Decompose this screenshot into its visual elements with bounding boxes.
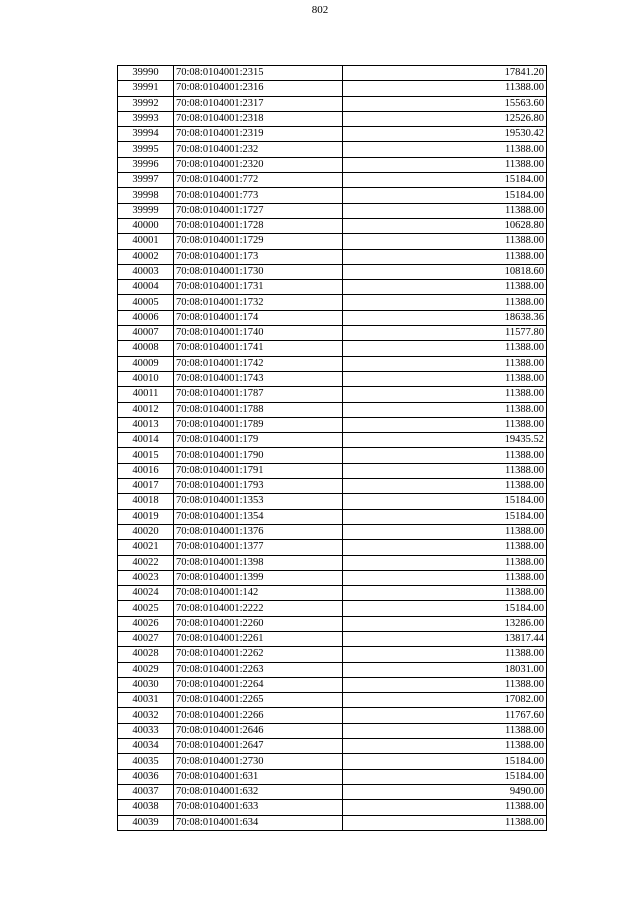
table-row (118, 111, 547, 126)
row-number-cell: 40028 (118, 647, 174, 662)
cadastral-value-cell: 11388.00 (343, 157, 547, 172)
row-number-cell: 39995 (118, 142, 174, 157)
table-row (118, 586, 547, 601)
table-row (118, 693, 547, 708)
row-number-cell: 40000 (118, 218, 174, 233)
cadastral-number-cell: 70:08:0104001:1398 (174, 555, 343, 570)
row-number-cell: 40022 (118, 555, 174, 570)
cadastral-value-cell: 15184.00 (343, 601, 547, 616)
cadastral-value-cell: 18031.00 (343, 662, 547, 677)
cadastral-value-cell: 11388.00 (343, 739, 547, 754)
row-number-cell: 40026 (118, 616, 174, 631)
cadastral-value-cell: 15184.00 (343, 509, 547, 524)
cadastral-number-cell: 70:08:0104001:2320 (174, 157, 343, 172)
row-number-cell: 39990 (118, 66, 174, 81)
table-row (118, 800, 547, 815)
table-row (118, 494, 547, 509)
cadastral-number-cell: 70:08:0104001:1740 (174, 326, 343, 341)
table-row (118, 249, 547, 264)
cadastral-number-cell: 70:08:0104001:1732 (174, 295, 343, 310)
cadastral-number-cell: 70:08:0104001:1743 (174, 371, 343, 386)
row-number-cell: 40024 (118, 586, 174, 601)
row-number-cell: 40033 (118, 723, 174, 738)
cadastral-value-cell: 11388.00 (343, 448, 547, 463)
table-row (118, 417, 547, 432)
cadastral-number-cell: 70:08:0104001:2319 (174, 127, 343, 142)
table-row (118, 784, 547, 799)
row-number-cell: 40021 (118, 540, 174, 555)
cadastral-value-cell: 15184.00 (343, 754, 547, 769)
cadastral-number-cell: 70:08:0104001:1377 (174, 540, 343, 555)
cadastral-value-cell: 10628.80 (343, 218, 547, 233)
cadastral-value-cell: 11388.00 (343, 540, 547, 555)
cadastral-number-cell: 70:08:0104001:632 (174, 784, 343, 799)
table-row (118, 96, 547, 111)
table-row (118, 647, 547, 662)
cadastral-number-cell: 70:08:0104001:179 (174, 433, 343, 448)
cadastral-number-cell: 70:08:0104001:1729 (174, 234, 343, 249)
cadastral-value-cell: 11388.00 (343, 341, 547, 356)
row-number-cell: 40027 (118, 631, 174, 646)
cadastral-number-cell: 70:08:0104001:173 (174, 249, 343, 264)
table-row (118, 188, 547, 203)
cadastral-number-cell: 70:08:0104001:634 (174, 815, 343, 830)
table-row (118, 234, 547, 249)
table-row (118, 769, 547, 784)
table-row (118, 402, 547, 417)
table-row (118, 142, 547, 157)
table-row (118, 815, 547, 830)
row-number-cell: 40011 (118, 387, 174, 402)
row-number-cell: 40006 (118, 310, 174, 325)
row-number-cell: 40014 (118, 433, 174, 448)
table-row (118, 739, 547, 754)
table-row (118, 631, 547, 646)
cadastral-number-cell: 70:08:0104001:1376 (174, 524, 343, 539)
cadastral-value-cell: 11388.00 (343, 295, 547, 310)
cadastral-number-cell: 70:08:0104001:2646 (174, 723, 343, 738)
table-row (118, 677, 547, 692)
table-row (118, 540, 547, 555)
cadastral-number-cell: 70:08:0104001:772 (174, 173, 343, 188)
cadastral-value-cell: 11388.00 (343, 555, 547, 570)
cadastral-value-cell: 11388.00 (343, 371, 547, 386)
cadastral-number-cell: 70:08:0104001:2263 (174, 662, 343, 677)
cadastral-value-cell: 12526.80 (343, 111, 547, 126)
cadastral-number-cell: 70:08:0104001:232 (174, 142, 343, 157)
row-number-cell: 40037 (118, 784, 174, 799)
cadastral-value-cell: 11388.00 (343, 280, 547, 295)
row-number-cell: 40010 (118, 371, 174, 386)
cadastral-value-cell: 11388.00 (343, 800, 547, 815)
cadastral-value-cell: 11388.00 (343, 402, 547, 417)
row-number-cell: 40009 (118, 356, 174, 371)
table-row (118, 479, 547, 494)
cadastral-value-cell: 11388.00 (343, 142, 547, 157)
cadastral-value-cell: 15184.00 (343, 173, 547, 188)
cadastral-number-cell: 70:08:0104001:2260 (174, 616, 343, 631)
cadastral-number-cell: 70:08:0104001:1788 (174, 402, 343, 417)
cadastral-number-cell: 70:08:0104001:142 (174, 586, 343, 601)
cadastral-value-cell: 15184.00 (343, 188, 547, 203)
cadastral-value-cell: 11577.80 (343, 326, 547, 341)
row-number-cell: 40004 (118, 280, 174, 295)
table-row (118, 218, 547, 233)
row-number-cell: 40007 (118, 326, 174, 341)
row-number-cell: 40005 (118, 295, 174, 310)
row-number-cell: 40017 (118, 479, 174, 494)
table-row (118, 310, 547, 325)
table-row (118, 341, 547, 356)
cadastral-number-cell: 70:08:0104001:2266 (174, 708, 343, 723)
table-row (118, 754, 547, 769)
table-row (118, 723, 547, 738)
cadastral-number-cell: 70:08:0104001:1399 (174, 570, 343, 585)
cadastral-number-cell: 70:08:0104001:631 (174, 769, 343, 784)
cadastral-value-cell: 11388.00 (343, 586, 547, 601)
cadastral-value-cell: 11767.60 (343, 708, 547, 723)
cadastral-value-cell: 11388.00 (343, 815, 547, 830)
cadastral-number-cell: 70:08:0104001:2264 (174, 677, 343, 692)
cadastral-number-cell: 70:08:0104001:1790 (174, 448, 343, 463)
table-row (118, 127, 547, 142)
cadastral-number-cell: 70:08:0104001:1354 (174, 509, 343, 524)
table-row (118, 524, 547, 539)
cadastral-number-cell: 70:08:0104001:1789 (174, 417, 343, 432)
row-number-cell: 39994 (118, 127, 174, 142)
row-number-cell: 40008 (118, 341, 174, 356)
cadastral-number-cell: 70:08:0104001:2730 (174, 754, 343, 769)
row-number-cell: 40003 (118, 264, 174, 279)
row-number-cell: 40030 (118, 677, 174, 692)
cadastral-value-cell: 11388.00 (343, 417, 547, 432)
row-number-cell: 39998 (118, 188, 174, 203)
cadastral-value-cell: 13286.00 (343, 616, 547, 631)
table-row (118, 463, 547, 478)
cadastral-number-cell: 70:08:0104001:2317 (174, 96, 343, 111)
table-row (118, 387, 547, 402)
cadastral-value-cell: 13817.44 (343, 631, 547, 646)
cadastral-value-cell: 11388.00 (343, 234, 547, 249)
row-number-cell: 39991 (118, 81, 174, 96)
table-row (118, 601, 547, 616)
table-row (118, 448, 547, 463)
row-number-cell: 40019 (118, 509, 174, 524)
table-row (118, 616, 547, 631)
table-row (118, 356, 547, 371)
row-number-cell: 40038 (118, 800, 174, 815)
table-row (118, 280, 547, 295)
cadastral-value-cell: 11388.00 (343, 677, 547, 692)
cadastral-number-cell: 70:08:0104001:1353 (174, 494, 343, 509)
cadastral-value-cell: 19435.52 (343, 433, 547, 448)
cadastral-value-cell: 11388.00 (343, 203, 547, 218)
cadastral-number-cell: 70:08:0104001:773 (174, 188, 343, 203)
cadastral-number-cell: 70:08:0104001:1728 (174, 218, 343, 233)
cadastral-number-cell: 70:08:0104001:1731 (174, 280, 343, 295)
row-number-cell: 40012 (118, 402, 174, 417)
table-row (118, 708, 547, 723)
cadastral-value-cell: 11388.00 (343, 356, 547, 371)
row-number-cell: 40015 (118, 448, 174, 463)
row-number-cell: 40001 (118, 234, 174, 249)
row-number-cell: 40029 (118, 662, 174, 677)
cadastral-number-cell: 70:08:0104001:2647 (174, 739, 343, 754)
cadastral-number-cell: 70:08:0104001:633 (174, 800, 343, 815)
cadastral-value-cell: 11388.00 (343, 723, 547, 738)
cadastral-number-cell: 70:08:0104001:1730 (174, 264, 343, 279)
row-number-cell: 40036 (118, 769, 174, 784)
table-row (118, 157, 547, 172)
row-number-cell: 40016 (118, 463, 174, 478)
table-row (118, 295, 547, 310)
cadastral-number-cell: 70:08:0104001:2316 (174, 81, 343, 96)
page-number: 802 (311, 4, 329, 16)
table-row (118, 433, 547, 448)
row-number-cell: 39992 (118, 96, 174, 111)
table-row (118, 173, 547, 188)
cadastral-value-cell: 11388.00 (343, 387, 547, 402)
table-row (118, 509, 547, 524)
row-number-cell: 40002 (118, 249, 174, 264)
cadastral-value-cell: 15184.00 (343, 494, 547, 509)
cadastral-number-cell: 70:08:0104001:1741 (174, 341, 343, 356)
registry-table-body (118, 66, 547, 831)
row-number-cell: 40013 (118, 417, 174, 432)
table-row (118, 555, 547, 570)
cadastral-value-cell: 11388.00 (343, 479, 547, 494)
cadastral-value-cell: 11388.00 (343, 524, 547, 539)
cadastral-value-cell: 11388.00 (343, 647, 547, 662)
cadastral-value-cell: 19530.42 (343, 127, 547, 142)
row-number-cell: 40025 (118, 601, 174, 616)
cadastral-value-cell: 11388.00 (343, 81, 547, 96)
cadastral-value-cell: 17841.20 (343, 66, 547, 81)
cadastral-number-cell: 70:08:0104001:2222 (174, 601, 343, 616)
cadastral-value-cell: 18638.36 (343, 310, 547, 325)
row-number-cell: 40031 (118, 693, 174, 708)
table-row (118, 203, 547, 218)
cadastral-value-cell: 11388.00 (343, 463, 547, 478)
row-number-cell: 40032 (118, 708, 174, 723)
cadastral-value-cell: 10818.60 (343, 264, 547, 279)
row-number-cell: 39997 (118, 173, 174, 188)
cadastral-value-cell: 9490.00 (343, 784, 547, 799)
table-row (118, 66, 547, 81)
table-row (118, 326, 547, 341)
row-number-cell: 40023 (118, 570, 174, 585)
cadastral-value-cell: 11388.00 (343, 570, 547, 585)
cadastral-number-cell: 70:08:0104001:1742 (174, 356, 343, 371)
cadastral-number-cell: 70:08:0104001:2265 (174, 693, 343, 708)
row-number-cell: 39999 (118, 203, 174, 218)
cadastral-number-cell: 70:08:0104001:1727 (174, 203, 343, 218)
table-row (118, 81, 547, 96)
table-row (118, 662, 547, 677)
row-number-cell: 40018 (118, 494, 174, 509)
cadastral-value-cell: 15563.60 (343, 96, 547, 111)
table-row (118, 264, 547, 279)
row-number-cell: 40020 (118, 524, 174, 539)
row-number-cell: 39996 (118, 157, 174, 172)
table-row (118, 570, 547, 585)
row-number-cell: 40039 (118, 815, 174, 830)
row-number-cell: 39993 (118, 111, 174, 126)
cadastral-number-cell: 70:08:0104001:2318 (174, 111, 343, 126)
cadastral-value-cell: 17082.00 (343, 693, 547, 708)
table-row (118, 371, 547, 386)
registry-table (117, 65, 547, 831)
cadastral-number-cell: 70:08:0104001:2261 (174, 631, 343, 646)
cadastral-number-cell: 70:08:0104001:1791 (174, 463, 343, 478)
cadastral-value-cell: 11388.00 (343, 249, 547, 264)
cadastral-number-cell: 70:08:0104001:2262 (174, 647, 343, 662)
cadastral-number-cell: 70:08:0104001:174 (174, 310, 343, 325)
cadastral-value-cell: 15184.00 (343, 769, 547, 784)
cadastral-number-cell: 70:08:0104001:2315 (174, 66, 343, 81)
cadastral-number-cell: 70:08:0104001:1793 (174, 479, 343, 494)
cadastral-number-cell: 70:08:0104001:1787 (174, 387, 343, 402)
row-number-cell: 40034 (118, 739, 174, 754)
row-number-cell: 40035 (118, 754, 174, 769)
